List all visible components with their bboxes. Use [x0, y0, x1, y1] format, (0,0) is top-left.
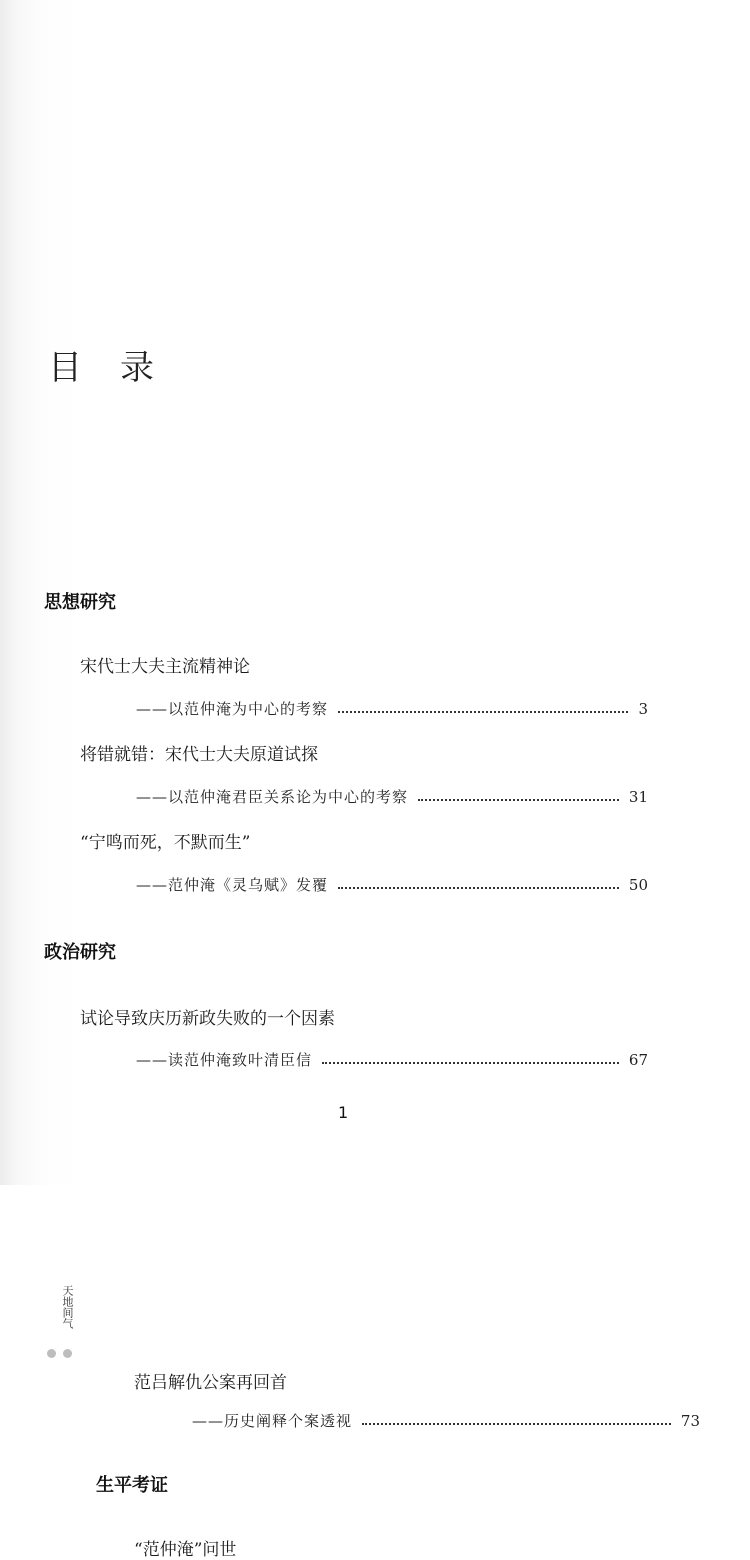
toc-title-char-2: 录	[120, 348, 154, 388]
section-heading-thought: 思想研究	[44, 592, 116, 613]
entry-title: “宁鸣而死，不默而生”	[80, 833, 251, 853]
dot-leader	[362, 1422, 671, 1425]
entry-subtitle-row	[136, 698, 648, 719]
toc-title	[48, 340, 154, 389]
entry-page-number: 73	[680, 1412, 700, 1430]
entry-subtitle-row	[136, 1049, 648, 1070]
entry-title: 宋代士大夫主流精神论	[80, 657, 250, 677]
dot-leader	[322, 1061, 619, 1064]
toc-page-2	[0, 1185, 750, 1560]
entry-title: 试论导致庆历新政失败的一个因素	[80, 1009, 335, 1029]
entry-page-number: 3	[638, 700, 648, 718]
entry-page-number: 31	[628, 788, 648, 806]
decorative-dot	[63, 1349, 72, 1358]
entry-subtitle-row	[192, 1410, 700, 1431]
dot-leader	[338, 886, 619, 889]
side-running-label: 天地间气	[61, 1285, 74, 1329]
entry-subtitle: ——以范仲淹为中心的考察	[136, 700, 329, 718]
entry-title-cut-off: “范仲淹”问世	[134, 1540, 237, 1560]
entry-title: 范吕解仇公案再回首	[134, 1373, 287, 1393]
section-heading-biography: 生平考证	[96, 1475, 168, 1496]
entry-title: 将错就错：宋代士大夫原道试探	[80, 745, 318, 765]
dot-leader	[338, 710, 628, 713]
entry-page-number: 67	[628, 1051, 648, 1069]
entry-subtitle-row	[136, 786, 648, 807]
entry-subtitle: ——以范仲淹君臣关系论为中心的考察	[136, 788, 409, 806]
entry-subtitle: ——范仲淹《灵乌赋》发覆	[136, 876, 329, 894]
section-heading-politics: 政治研究	[44, 942, 116, 963]
entry-subtitle-row	[136, 874, 648, 895]
entry-page-number: 50	[628, 876, 648, 894]
decorative-dot	[47, 1349, 56, 1358]
toc-title-char-1: 目	[48, 348, 82, 388]
dot-leader	[418, 798, 619, 801]
entry-subtitle: ——读范仲淹致叶清臣信	[136, 1051, 313, 1069]
page-number: 1	[338, 1103, 349, 1122]
entry-subtitle: ——历史阐释个案透视	[192, 1412, 353, 1430]
